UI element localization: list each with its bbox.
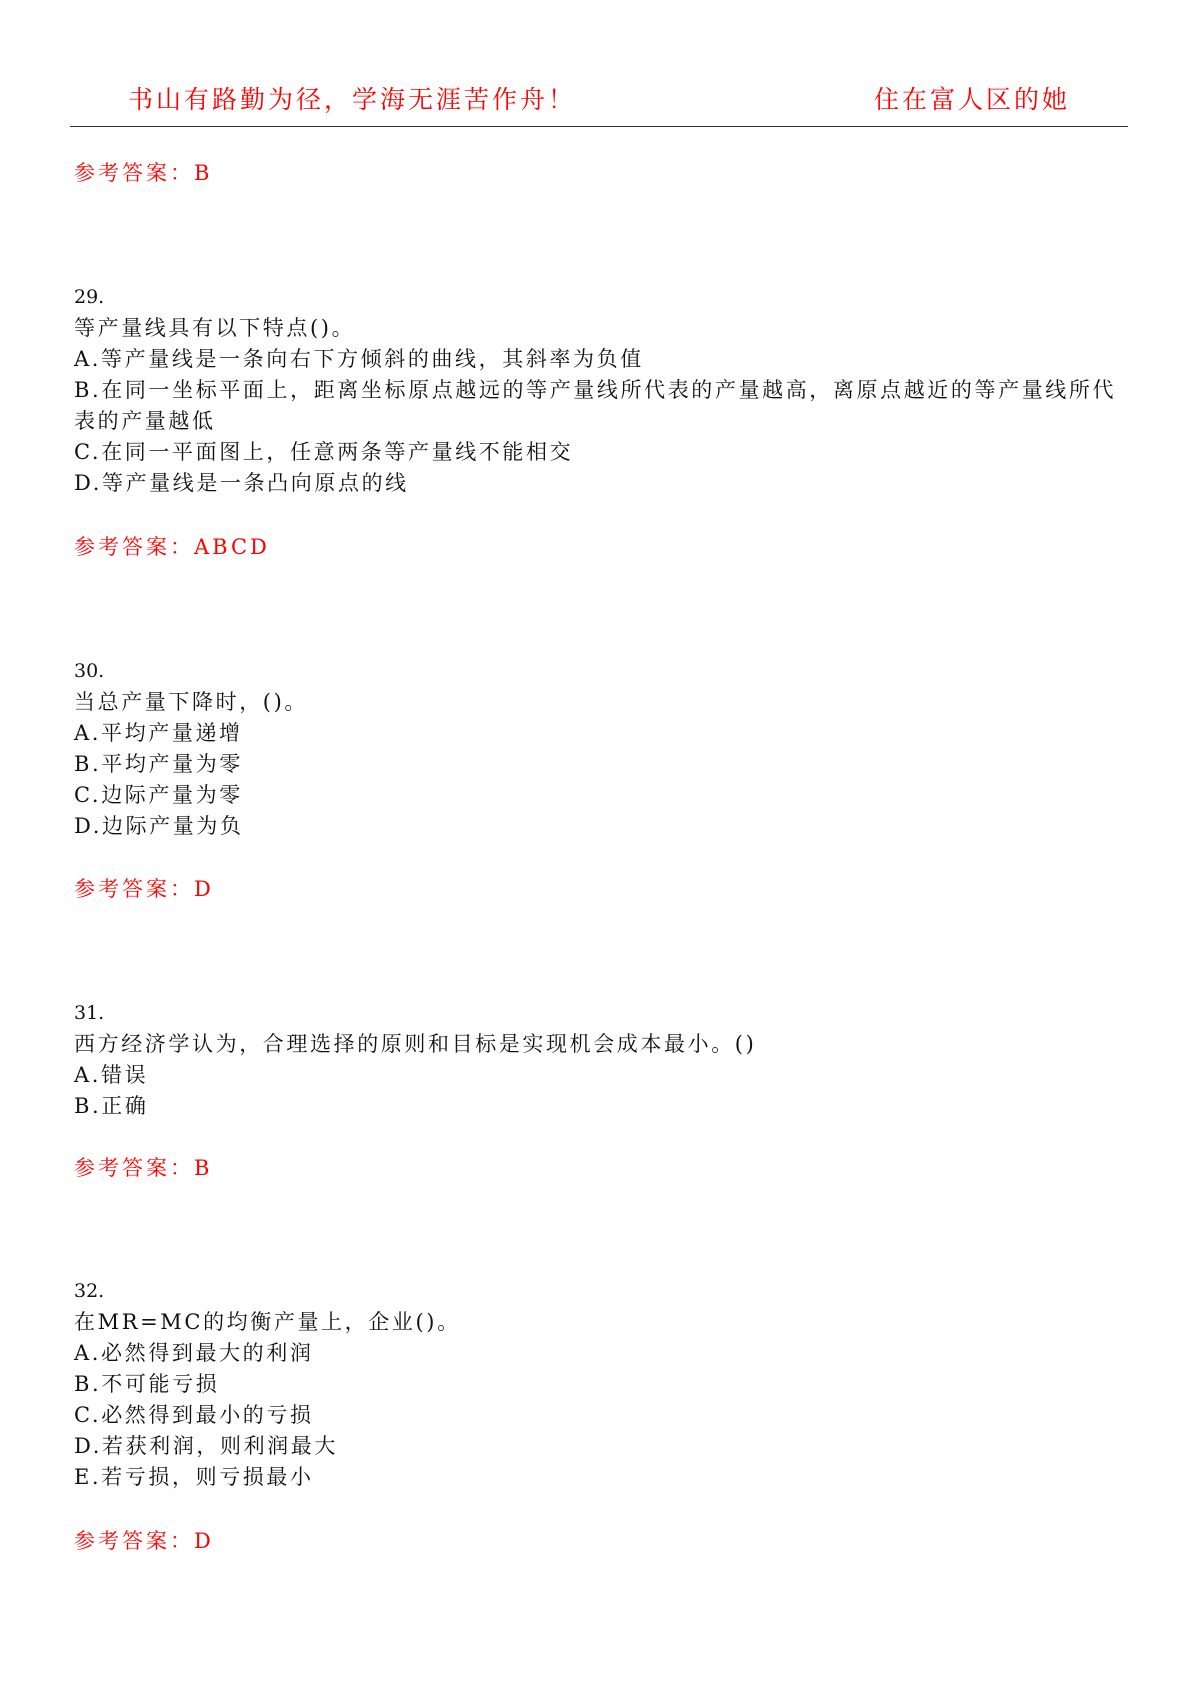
answer-30 — [74, 873, 214, 903]
answer-value: D — [194, 877, 214, 901]
question-number: 31. — [74, 1002, 105, 1024]
option-e: E.若亏损，则亏损最小 — [74, 1465, 314, 1489]
option-b: B.正确 — [74, 1094, 149, 1118]
question-stem: 等产量线具有以下特点()。 — [74, 316, 356, 340]
option-c: C.必然得到最小的亏损 — [74, 1403, 314, 1427]
option-b-continued: 表的产量越低 — [74, 409, 216, 433]
option-d: D.边际产量为负 — [74, 814, 244, 838]
answer-label: 参考答案： — [74, 535, 194, 559]
question-number: 30. — [74, 660, 105, 682]
answer-31 — [74, 1152, 212, 1182]
question-31 — [74, 998, 1124, 1122]
answer-label: 参考答案： — [74, 1529, 194, 1553]
option-b: B.在同一坐标平面上，距离坐标原点越远的等产量线所代表的产量越高，离原点越近的等产量线所代 — [74, 378, 1117, 402]
answer-label: 参考答案： — [74, 877, 194, 901]
question-29 — [74, 282, 1124, 499]
option-a: A.平均产量递增 — [74, 721, 243, 745]
answer-32 — [74, 1525, 214, 1555]
option-a: A.等产量线是一条向右下方倾斜的曲线，其斜率为负值 — [74, 347, 644, 371]
option-b: B.平均产量为零 — [74, 752, 243, 776]
page-header — [70, 72, 1128, 127]
question-stem: 在MR=MC的均衡产量上，企业()。 — [74, 1310, 461, 1334]
answer-value: B — [194, 161, 213, 185]
header-author: 住在富人区的她 — [873, 85, 1070, 114]
option-b: B.不可能亏损 — [74, 1372, 220, 1396]
question-30 — [74, 656, 1124, 842]
option-a: A.错误 — [74, 1063, 149, 1087]
answer-value: B — [194, 1156, 213, 1180]
answer-label: 参考答案： — [74, 1156, 194, 1180]
question-stem: 西方经济学认为，合理选择的原则和目标是实现机会成本最小。() — [74, 1032, 757, 1056]
answer-29 — [74, 531, 270, 561]
question-32 — [74, 1276, 1124, 1493]
answer-28 — [74, 157, 212, 187]
option-d: D.等产量线是一条凸向原点的线 — [74, 471, 409, 495]
option-d: D.若获利润，则利润最大 — [74, 1434, 338, 1458]
header-motto: 书山有路勤为径，学海无涯苦作舟！ — [128, 85, 577, 114]
option-a: A.必然得到最大的利润 — [74, 1341, 314, 1365]
answer-value: D — [194, 1529, 214, 1553]
answer-label: 参考答案： — [74, 161, 194, 185]
answer-value: ABCD — [194, 535, 270, 559]
option-c: C.在同一平面图上，任意两条等产量线不能相交 — [74, 440, 574, 464]
question-number: 32. — [74, 1280, 105, 1302]
question-stem: 当总产量下降时，()。 — [74, 690, 308, 714]
option-c: C.边际产量为零 — [74, 783, 243, 807]
question-number: 29. — [74, 286, 105, 308]
